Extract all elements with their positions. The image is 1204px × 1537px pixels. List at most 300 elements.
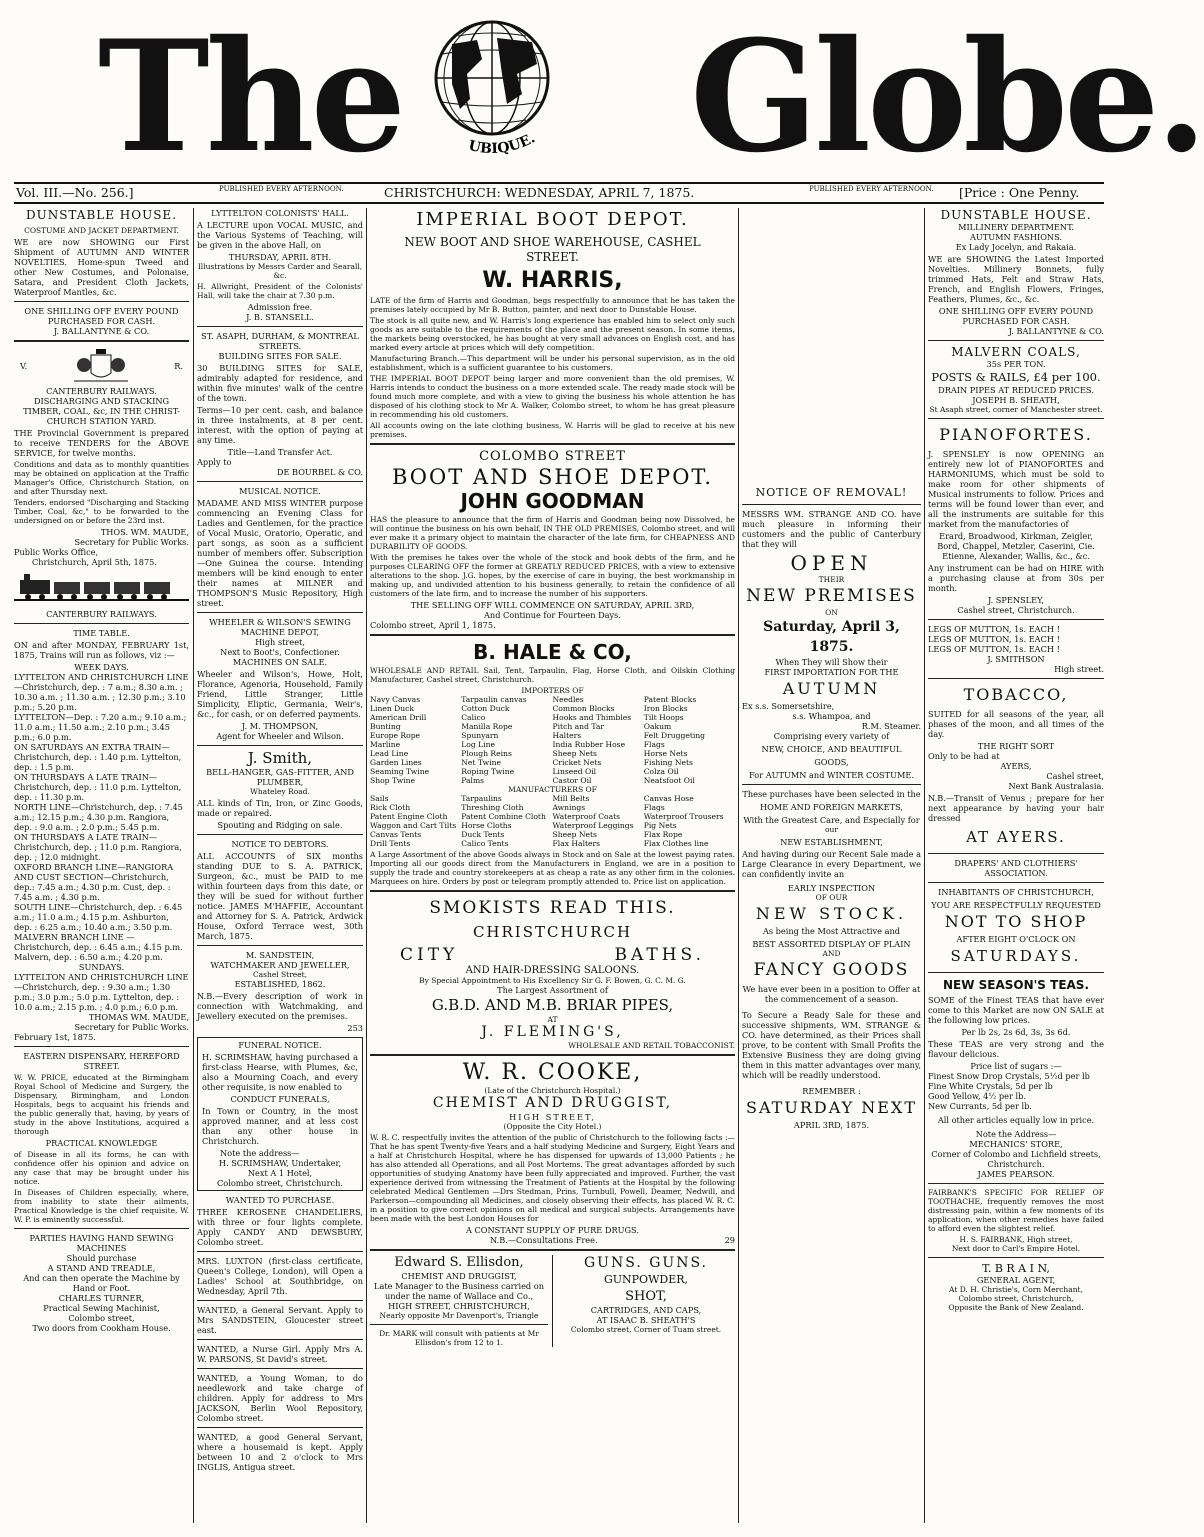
list-item: Castor Oil [552, 776, 592, 785]
ad-date: Saturday, April 3, 1875. [763, 619, 900, 655]
ad-heading: DRAPERS' AND CLOTHIERS' ASSOCIATION. [954, 858, 1078, 878]
crest-letter: V. [20, 361, 28, 371]
ad-body: LATE of the firm of Harris and Goodman, begs respectfully to announce that he has taken the premises lately occupied by Mr B. Button, painter, and next door to Dunstable House. [370, 296, 735, 314]
ad-body: These TEAS are very strong and the flavour delicious. [928, 1039, 1104, 1059]
ad-name: B. HALE & CO, [473, 640, 632, 664]
ad-body: Admission free. [247, 302, 313, 312]
ad-body: under the name of Wallace and Co., [384, 1291, 534, 1301]
manufacturers-table [370, 794, 735, 848]
ad-body: Colombo street, Christchurch, [958, 1294, 1074, 1303]
ad-subheading: SHOT, [625, 1289, 667, 1304]
ad-heading: GUNS. GUNS. [584, 1255, 708, 1271]
column-1 [14, 208, 189, 1523]
ad-signature: J. SPENSLEY, [987, 595, 1045, 605]
ad-body: The stock is all quite new, and W. Harris's long experience has enabled him to select only such goods as are suitable to the requirements of the place and the present season. In some items, the markets being overstocked, he has bought at very small advances on English cost, and has marked every article at prices which will defy competition. [370, 316, 735, 352]
ad-subheading: COSTUME AND JACKET DEPARTMENT. [24, 226, 179, 235]
ad-body: Next to Boot's, Confectioner. [220, 647, 340, 657]
ad-signature: Cashel street, [1046, 771, 1104, 781]
ad-heading: LYTTELTON COLONISTS' HALL. [211, 208, 349, 218]
ad-body: Price list of sugars :— [970, 1061, 1062, 1071]
list-item: Roping Twine [461, 767, 515, 776]
list-item: Hooks and Thimbles [552, 713, 632, 722]
ad-subheading: CHRISTCHURCH [472, 923, 633, 941]
ad-signature: Colombo street, [68, 1313, 135, 1323]
list-item: Waggon and Cart Tilts [370, 821, 457, 830]
ad-signature: MECHANICS' STORE, [969, 1139, 1063, 1149]
ad-body: N.B.—Transit of Venus ; prepare for her next appearance by having your hair dressed [928, 793, 1104, 823]
ad-signature: Next door to Carl's Empire Hotel. [951, 1244, 1081, 1253]
ad-body: WHOLESALE AND RETAIL Sail, Tent, Tarpaulin, Flag, Horse Cloth, and Oilskin Clothing Manufacturer, Cashel street, Christchurch. [370, 666, 735, 684]
list-item: Pig Nets [643, 821, 677, 830]
ad-body: Note the address— [220, 1148, 300, 1158]
ad-body: Terms—10 per cent. cash, and balance in three instalments, at 8 per cent. interest, with the option of paying at any time. [197, 405, 363, 445]
globe-emblem-icon [422, 14, 562, 174]
ad-body: To Secure a Ready Sale for these and successive shipments, WM. STRANGE & CO. have determined, as their Prices shall prove, to be content with Small Profits the Extensive Business they are doing giving them in this matter advantages over many, which will be readily understood. [742, 1010, 921, 1080]
ad-body: AT ISAAC B. SHEATH'S [596, 1315, 696, 1325]
masthead-title-left: The [98, 7, 403, 187]
list-item: Canvas Tents [370, 830, 422, 839]
timetable-line: LYTTELTON—Dep. : 7.20 a.m.; 9.10 a.m.; 11.0 a.m.; 11.50 a.m.; 2.10 p.m.; 3.45 p.m.; 6.0 p.m. [14, 712, 187, 742]
ad-body: Per lb 2s, 2s 6d, 3s, 3s 6d. [961, 1027, 1071, 1037]
ad-body: THE Provincial Government is prepared to receive TENDERS for the ABOVE SERVICE, for twelve months. [14, 428, 189, 458]
list-item: Flax Clothes line [643, 839, 709, 848]
bottom-ads [370, 1255, 735, 1347]
ad-body: Should purchase [66, 1253, 137, 1263]
timetable-line: NORTH LINE—Christchurch, dep. : 7.45 a.m.; 12.15 p.m.; 4.30 p.m. Rangiora, dep. : 9.0 a.m. ; 2.0 p.m.; 5.45 p.m. [14, 802, 183, 832]
ad-number: 29 [724, 1235, 735, 1245]
importers-table [370, 695, 735, 785]
ad-body: Erard, Broadwood, Kirkman, Zeigler, Bord, Chappel, Metzler, Caserini, Cie. Etienne, Alexander, Wallis, &c., &c. [937, 531, 1095, 561]
ad-body: Apply to [197, 457, 232, 467]
ad-date: THURSDAY, APRIL 8TH. [228, 252, 332, 262]
list-item: Europe Rope [370, 731, 421, 740]
ad-number: 253 [347, 1023, 363, 1033]
ad-name: J. FLEMING'S, [481, 1024, 624, 1040]
ad-subheading: NEW ESTABLISHMENT, [780, 837, 883, 847]
list-item: Calico Tents [461, 839, 509, 848]
ad-heading: NEW PREMISES [746, 586, 917, 606]
ad-body: R.M. Steamer. [861, 721, 921, 731]
timetable-line: ON THURSDAYS A LATE TRAIN—Christchurch, dep. ; 11.0 p.m. Rangiora, dep. ; 12.0 midnight. [14, 832, 182, 862]
list-item: Tarpaulin canvas [461, 695, 527, 704]
ad-subheading: THE RIGHT SORT [977, 741, 1055, 751]
ad-date: Colombo street, April 1, 1875. [370, 620, 496, 630]
ad-body: Finest Snow Drop Crystals, 5½d per lb [928, 1071, 1090, 1081]
list-item: Patent Engine Cloth [370, 812, 448, 821]
ad-body: WANTED, a good General Servant, where a housemaid is kept. Apply between 10 and 2 o'clock to Mrs INGLIS, Antigua street. [197, 1432, 363, 1472]
ad-body: ON and after MONDAY, FEBRUARY 1st, 1875, Trains will run as follows, viz :— [14, 640, 189, 660]
list-item: Flags [643, 740, 665, 749]
ad-signature: J. BALLANTYNE & CO. [1008, 326, 1104, 336]
list-item: Garden Lines [370, 758, 422, 767]
ad-body: The Largest Assortment of [497, 985, 608, 995]
column-rule [738, 208, 739, 1523]
svg-text:UBIQUE.: UBIQUE. [466, 130, 538, 158]
ad-heading: G.B.D. AND M.B. BRIAR PIPES, [431, 996, 674, 1014]
ad-signature: High street. [1054, 664, 1104, 674]
ad-body: THE IMPERIAL BOOT DEPOT being larger and more convenient than the old premises, W. Harris intends to conduct the business on a more extended scale. The ready made stock will be found much more complete, and with a view to giving the business his whole attention he has disposed of his clothing stock to Mr A. Walker, Colombo street, to whom he has great pleasure in recommending his old customers. [370, 374, 735, 419]
ad-body: SOME of the Finest TEAS that have ever come to this Market are now ON SALE at the following low prices. [928, 995, 1104, 1025]
ad-body: When They will Show their [775, 657, 888, 667]
list-item: Common Blocks [552, 704, 615, 713]
ad-signature: JOSEPH B. SHEATH, [972, 395, 1060, 405]
ad-body: Illustrations by Messrs Carder and Searall, &c. [197, 262, 363, 280]
ad-heading: NOT TO SHOP [944, 912, 1088, 931]
ad-subheading: YOU ARE RESPECTFULLY REQUESTED [931, 900, 1101, 910]
ad-heading: NOTICE TO DEBTORS. [231, 839, 329, 849]
guns-ad [553, 1255, 735, 1347]
list-item: Horse Nets [643, 749, 688, 758]
ad-body: Comprising every variety of [773, 731, 890, 741]
ad-body: And having during our Recent Sale made a Large Clearance in every Department, we can confidently invite an [742, 849, 921, 879]
ad-signature: Next Bank Australasia. [1008, 781, 1104, 791]
list-item: Waterproof Leggings [552, 821, 634, 830]
list-item: Cotton Duck [461, 704, 510, 713]
table-column [553, 794, 644, 848]
list-item: Manilla Rope [461, 722, 513, 731]
list-item: Flax Rope [643, 830, 683, 839]
ad-body: OF OUR [815, 893, 848, 902]
table-column [370, 794, 461, 848]
ad-subheading: EARLY INSPECTION [787, 883, 876, 893]
ad-body: THEIR [818, 575, 845, 584]
ad-subheading: MANUFACTURERS OF [508, 785, 597, 794]
ad-body: LEGS OF MUTTON, 1s. EACH ! [928, 624, 1060, 634]
ad-signature: Practical Sewing Machinist, [43, 1303, 160, 1313]
list-item: Navy Canvas [370, 695, 421, 704]
ad-body: In Town or Country, in the most approved manner, and at less cost than any other house in Christchurch. [202, 1106, 358, 1146]
ellisdon-ad [370, 1255, 553, 1347]
ad-body: MESSRS WM. STRANGE AND CO. have much pleasure in informing their customers and the public of Canterbury that they will [742, 509, 921, 549]
timetable-line: LYTTELTON AND CHRISTCHURCH LINE—Christchurch, dep. : 7 a.m.; 8.30 a.m. ; 10.30 a.m. ; 11.30 a.m. ; 12.30 p.m.; 3.10 p.m.; 5.20 p.m. [14, 672, 189, 712]
ad-subheading: MILLINERY DEPARTMENT. [958, 222, 1074, 232]
dateline [14, 182, 1104, 204]
ad-heading: AUTUMN [782, 679, 881, 698]
list-item: Marline [370, 740, 401, 749]
list-item: Needles [552, 695, 584, 704]
ad-body: Wheeler and Wilson's, Howe, Holt, Florance, Agenoria, Household, Family Friend, Little Stranger, Little Simplicity, Eliptic, Germania, Weir's, &c., for cash, or on deferred payments. [197, 669, 363, 719]
ad-heading: NEW SEASON'S TEAS. [942, 978, 1090, 992]
list-item: Threshing Cloth [461, 803, 524, 812]
ad-body: Colombo street, Corner of Tuam street. [570, 1325, 722, 1334]
ad-name: W. R. COOKE, [462, 1060, 643, 1085]
ad-signature: H. S. FAIRBANK, High street, [959, 1235, 1073, 1244]
ad-heading: WATCHMAKER AND JEWELLER, [210, 960, 350, 970]
published-right: PUBLISHED EVERY AFTERNOON. [809, 185, 934, 193]
ad-body: Manufacturing Branch.—This department will be under his personal supervision, as in the old establishment, which is a sufficient guarantee to his customers. [370, 354, 735, 372]
ad-signature: J. B. STANSELL. [246, 312, 314, 322]
ad-heading: OPEN [790, 551, 873, 575]
ad-body: All accounts owing on the late clothing business, W. Harris will be glad to receive at his new premises. [370, 421, 735, 439]
ad-heading: J. Smith, [247, 749, 313, 767]
ad-body: WANTED, a General Servant. Apply to Mrs SANDSTEIN, Gloucester street east. [197, 1305, 363, 1335]
ad-signature: Corner of Colombo and Lichfield streets, [931, 1149, 1101, 1159]
ad-heading: ST. ASAPH, DURHAM, & MONTREAL STREETS. [201, 331, 359, 351]
ad-heading: WHEELER & WILSON'S SEWING MACHINE DEPOT, [209, 617, 351, 637]
ad-subheading: BOOT AND SHOE DEPOT. [391, 465, 714, 489]
ad-signature: Secretary for Public Works. [74, 537, 189, 547]
ad-body: 30 BUILDING SITES for SALE, admirably adapted for residence, and within five minutes' walk of the centre of the town. [197, 363, 363, 403]
ad-heading: FUNERAL NOTICE. [238, 1040, 322, 1050]
ad-body: THREE KEROSENE CHANDELIERS, with three or four lights complete. Apply CANDY AND DEWSBURY, Colombo street. [197, 1207, 363, 1247]
ad-body: W. R. C. respectfully invites the attention of the public of Christchurch to the following facts :—That he has spent Twenty-five Years and a half studying Medicine and Surgery, Eight Years and a half at Christchurch Hospital, where he has dispensed for upwards of 13,000 Patients ; he has also attended all Operations, and all Post Mortems. The great advantages afforded by such opportunities of studying Anatomy have been fully appreciated and improved. Further, the vast experience derived from witnessing the Treatment of Patients at the Hospital by the following celebrated Medical Gentlemen —Drs Stedman, Prins, Turnbull, Powell, Deamer, Nedwill, and Parkerson—compounding all Medicines, and closely observing their effects, has placed W. R. C. in a position to give correct opinions on all medical and surgical subjects. Arrangements have been made with the best London Houses for [370, 1133, 735, 1223]
ad-heading: MALVERN COALS, [951, 345, 1081, 359]
list-item: Seaming Twine [370, 767, 430, 776]
ad-body: High street, [255, 637, 305, 647]
ad-body: WANTED, a Young Woman, to do needlework and take charge of children. Apply for address to Mrs JACKSON, Berlin Wool Repository, Colombo street. [197, 1373, 363, 1423]
ad-body: A Large Assortment of the above Goods always in Stock and on Sale at the lowest paying rates. Importing all our goods direct from the Manufacturers in England, we are in a position to supply the trade and country storekeepers at as cheap a rate as any other firm in the colonies. Marquees on hire. Orders by post or telegram promptly attended to. Price list on application. [370, 850, 735, 886]
timetable-line: OXFORD BRANCH LINE—RANGIORA AND CUST SECTION—Christchurch, dep.: 7.45 a.m.; 4.30 p.m. Cust, dep. : 7.45 a.m. ; 4.30 p.m. [14, 862, 174, 902]
ad-body: Title—Land Transfer Act. [227, 447, 333, 457]
table-column [553, 695, 644, 785]
ad-date: APRIL 3RD, 1875. [793, 1120, 870, 1130]
ad-signature: Christchurch. [987, 1159, 1045, 1169]
ad-body: All other articles equally low in price. [937, 1115, 1095, 1125]
ad-body: Opposite the Bank of New Zealand. [948, 1303, 1084, 1312]
list-item: Patent Blocks [643, 695, 697, 704]
list-item: Linen Duck [370, 704, 414, 713]
list-item: American Drill [370, 713, 427, 722]
ad-heading: MUSICAL NOTICE. [239, 486, 321, 496]
ad-signature: Agent for Wheeler and Wilson. [216, 731, 344, 741]
list-item: Duck Tents [461, 830, 505, 839]
ad-body: Nearly opposite Mr Davenport's, Triangle [379, 1311, 539, 1320]
ad-signature: DE BOURBEL & CO. [276, 467, 363, 477]
ad-subheading: IMPORTERS OF [521, 686, 584, 695]
ad-subheading: TIME TABLE. [73, 628, 130, 638]
list-item: Drill Tents [370, 839, 411, 848]
ad-heading: PIANOFORTES. [939, 425, 1093, 444]
list-item: Calico [461, 713, 486, 722]
list-item: Tilt Hoops [643, 713, 684, 722]
ad-subheading: REMEMBER : [802, 1086, 861, 1096]
ad-signature: J. M. THOMPSON, [241, 721, 319, 731]
list-item: Iron Blocks [643, 704, 688, 713]
ad-signature: Next A 1 Hotel, [247, 1168, 313, 1178]
timetable-line: LYTTELTON AND CHRISTCHURCH LINE—Christchurch, dep. : 9.30 a.m.; 1.30 p.m.; 3.0 p.m.; 5.0 p.m. Lyttelton, dep. : 10.0 a.m.; 2.15 p.m. ; 4.0 p.m.; 6.0 p.m. [14, 972, 189, 1012]
ad-heading: SATURDAY NEXT [746, 1098, 917, 1117]
list-item: Horse Cloths [461, 821, 512, 830]
ad-body: In Diseases of Children especially, where, from inability to state their ailments, Practical Knowledge is the chief requisite, W. W. P. is eminently successful. [14, 1188, 189, 1224]
ad-body: Cashel Street, [252, 970, 308, 979]
ad-signature: M. SANDSTEIN, [245, 950, 315, 960]
ad-subheading: INHABITANTS OF CHRISTCHURCH, [938, 887, 1094, 897]
ad-subheading: A CONSTANT SUPPLY OF PURE DRUGS. [466, 1225, 639, 1235]
ad-body: A LECTURE upon VOCAL MUSIC, and the Various Systems of Teaching, will be given in the above Hall, on [197, 220, 363, 250]
ad-body: Ex Lady Jocelyn, and Rakaia. [955, 242, 1077, 252]
ad-body: At D. H. Christie's, Corn Merchant, [949, 1285, 1083, 1294]
volume-number: Vol. III.—No. 256.] [16, 185, 134, 200]
timetable-line: SOUTH LINE—Christchurch, dep. : 6.45 a.m.; 11.0 a.m.; 4.15 p.m. Ashburton, dep. : 6.25 a.m.; 10.40 a.m.; 3.50 p.m. [14, 902, 183, 932]
ad-heading: TOBACCO, [963, 685, 1069, 704]
ad-subheading: CONDUCT FUNERALS, [230, 1094, 330, 1104]
funeral-notice-box [197, 1037, 363, 1191]
ad-signature: THOS. WM. MAUDE, [100, 527, 189, 537]
ad-subheading: PRACTICAL KNOWLEDGE [45, 1138, 158, 1148]
ad-body: (Opposite the City Hotel.) [503, 1122, 602, 1131]
list-item: Oakum [643, 722, 672, 731]
ad-name: JOHN GOODMAN [460, 489, 645, 513]
ad-body: As being the Most Attractive and [762, 926, 901, 936]
ad-signature: Two doors from Cookham House. [32, 1323, 171, 1333]
timetable-line: ON THURSDAYS A LATE TRAIN—Christchurch, dep. : 11.0 p.m. Lyttelton, dep. : 11.30 p.m. [14, 772, 182, 802]
masthead-title-right: Globe. [690, 7, 1204, 187]
column-4 [742, 486, 921, 1523]
ad-body: WE are now SHOWING our First Shipment of AUTUMN AND WINTER NOVELTIES. Home-spun Tweed and other New Costumes, and Polonaise, Satara, and President Cloth Jackets, Waterproof Mantles, &c. [14, 237, 189, 297]
column-5 [928, 208, 1104, 1523]
ad-body: Conditions and data as to monthly quantities may be obtained on application at the Traffic Manager's Office, Christchurch Station, on and after Thursday next. [14, 460, 189, 496]
list-item: Spunyarn [461, 731, 499, 740]
ad-body: H. Allwright, President of the Colonists' Hall, will take the chair at 7.30 p.m. [197, 282, 363, 300]
ad-body: ALL ACCOUNTS of SIX months standing DUE to S. A. PATRICK, Surgeon, &c., must be PAID to me within fourteen days from this date, or they will be sued for without further notice. JAMES M'HAFFIE, Accountant and Attorney for S. A. Patrick, Ardwick House, Oxford Terrace west, 30th March, 1875. [197, 851, 363, 941]
ad-body: our [825, 825, 838, 834]
ad-body: Whateley Road. [250, 787, 310, 796]
list-item: Plough Reins [461, 749, 512, 758]
ad-subheading: GOODS, [814, 757, 849, 767]
ad-body: FAIRBANK'S SPECIFIC FOR RELIEF OF TOOTHACHE, frequently removes the most distressing pain, within a few moments of its application, when other remedies have failed to afford even the slightest relief. [928, 1188, 1104, 1233]
ad-body: W. W. PRICE, educated at the Birmingham Royal School of Medicine and Surgery, the Dispensary, Birmingham, and London Hospitals, begs to acquaint his friends and the public generally that, having, by years of study in the above Institutions, acquired a thorough [14, 1073, 189, 1136]
ad-subheading: MACHINES ON SALE. [232, 657, 328, 667]
timetable-line: ON SATURDAYS AN EXTRA TRAIN—Christchurch, dep. : 1.40 p.m. Lyttelton, dep. : 1.5 p.m. [14, 742, 182, 772]
ad-heading: DUNSTABLE HOUSE. [25, 208, 178, 222]
ad-body: Dr. MARK will consult with patients at Mr Ellisdon's from 12 to 1. [379, 1329, 539, 1347]
list-item: Sheep Nets [552, 830, 597, 839]
list-item: India Rubber Hose [552, 740, 626, 749]
ad-body: St Asaph street, corner of Manchester street. [929, 405, 1103, 414]
ad-body: WHOLESALE AND RETAIL TOBACCONIST. [568, 1041, 735, 1050]
list-item: Patent Combine Cloth [461, 812, 546, 821]
ad-place: Public Works Office, [14, 547, 99, 557]
ad-heading: DUNSTABLE HOUSE. [940, 208, 1092, 222]
ad-body: CARTRIDGES, AND CAPS, [590, 1305, 702, 1315]
ad-body: AFTER EIGHT O'CLOCK ON [956, 934, 1076, 944]
ad-signature: Cashel street, Christchurch. [957, 605, 1075, 615]
list-item: Sails [370, 794, 389, 803]
ad-date: Christchurch, April 5th, 1875. [32, 557, 157, 567]
list-item: Tarpaulins [461, 794, 502, 803]
ad-body: SUITED for all seasons of the year, all phases of the moon, and all times of the day. [928, 709, 1104, 739]
ad-heading: CHEMIST AND DRUGGIST, [432, 1095, 673, 1111]
list-item: Cricket Nets [552, 758, 602, 767]
ad-body: N.B.—Consultations Free. [490, 1235, 598, 1245]
list-item: Canvas Hose [643, 794, 694, 803]
ad-subheading: DISCHARGING AND STACKING TIMBER, COAL, &c, IN THE CHRIST-CHURCH STATION YARD. [23, 396, 180, 426]
ad-body: A STAND AND TREADLE, [47, 1263, 156, 1273]
ad-subheading: DRAIN PIPES AT REDUCED PRICES. [938, 385, 1094, 395]
ad-subheading: BATHS. [614, 945, 705, 965]
ad-body: ALL kinds of Tin, Iron, or Zinc Goods, made or repaired. [197, 798, 363, 818]
list-item: Neatsfoot Oil [643, 776, 695, 785]
ad-body: New Currants, 5d per lb. [928, 1101, 1032, 1111]
ad-body: of Disease in all its forms, he can with confidence offer his opinion and advice on any case that may be brought under his notice. [14, 1150, 189, 1186]
ad-body: Note the Address— [975, 1129, 1057, 1139]
ad-body: With the Greatest Care, and Especially for [743, 815, 920, 825]
ad-subheading: BELL-HANGER, GAS-FITTER, AND PLUMBER, [206, 767, 354, 787]
list-item: Shop Twine [370, 776, 416, 785]
ad-subheading: SUNDAYS. [78, 962, 125, 972]
ad-subheading: WEEK DAYS. [74, 662, 129, 672]
ad-subheading: GUNPOWDER, [603, 1273, 689, 1286]
list-item: Rick Cloth [370, 803, 411, 812]
ad-subheading: HIGH STREET, [509, 1112, 596, 1122]
ad-subheading: BUILDING SITES FOR SALE. [218, 351, 342, 361]
list-item: Waterproof Coats [552, 812, 621, 821]
ad-heading: EASTERN DISPENSARY, HEREFORD STREET. [23, 1051, 180, 1071]
list-item: Mill Belts [552, 794, 590, 803]
ad-signature: J. BALLANTYNE & CO. [53, 326, 150, 336]
table-column [461, 794, 552, 848]
list-item: Bunting [370, 722, 401, 731]
ad-subheading: CITY [400, 945, 459, 965]
column-2 [197, 208, 363, 1523]
ad-subheading: CHEMIST AND DRUGGIST, [401, 1271, 517, 1281]
ad-body: Tenders, endorsed "Discharging and Stacking Timber, Coal, &c," to be forwarded to the undersigned on or before the 23rd inst. [14, 498, 189, 525]
list-item: Felt Druggeting [643, 731, 706, 740]
list-item: Sheep Nets [552, 749, 597, 758]
ad-offer: ONE SHILLING OFF EVERY POUND [938, 306, 1094, 316]
list-item: Pitch and Tar [552, 722, 604, 731]
ad-heading: CANTERBURY RAILWAYS. [46, 609, 157, 619]
ad-heading: POSTS & RAILS, £4 per 100. [931, 370, 1101, 384]
ad-body: ON [825, 608, 838, 617]
ad-signature: Secretary for Public Works. [74, 1022, 189, 1032]
price: [Price : One Penny. [959, 185, 1080, 200]
ad-subheading: HOME AND FOREIGN MARKETS, [759, 802, 904, 812]
column-rule [924, 208, 925, 1523]
column-3 [370, 208, 735, 1523]
list-item: Log Line [461, 740, 495, 749]
city-baths-line [370, 944, 735, 966]
ad-body: WANTED, a Nurse Girl. Apply Mrs A. W. PARSONS, St David's street. [197, 1344, 363, 1364]
ad-signature: AYERS, [1000, 761, 1032, 771]
table-column [461, 695, 552, 785]
royal-coat-of-arms-icon [66, 347, 136, 385]
ad-body: Any instrument can be had on HIRE with a purchasing clause at from 30s per month. [928, 563, 1104, 593]
ad-body: LEGS OF MUTTON, 1s. EACH ! [928, 634, 1060, 644]
column-rule [193, 208, 194, 1523]
ad-signature: JAMES PEARSON. [977, 1169, 1055, 1179]
list-item: Flax Halters [552, 839, 601, 848]
ad-name: W. HARRIS, [482, 268, 623, 293]
ad-body: ESTABLISHED, 1862. [234, 979, 326, 989]
ad-body: Hand or Foot. [72, 1283, 131, 1293]
ad-body: MADAME AND MISS WINTER purpose commencing an Evening Class for Ladies and Gentlemen, for the practice of Vocal Music, Oratorio, Operatic, and part songs, as soon as a sufficient number of members offer. Subscription—One Guinea the course. Intending members will be kind enough to enter their names at MILNER and THOMPSON'S Music Repository, High street. [197, 498, 363, 608]
ad-body: We have ever been in a position to Offer at the commencement of a season. [742, 984, 921, 1004]
ad-heading: PARTIES HAVING HAND SEWING MACHINES [29, 1233, 174, 1253]
ad-subheading: NEW BOOT AND SHOE WAREHOUSE, CASHEL STREET. [404, 235, 701, 264]
ad-subheading: BEST ASSORTED DISPLAY OF PLAIN [752, 939, 911, 949]
ad-date: February 1st, 1875. [14, 1032, 96, 1042]
ad-body: FIRST IMPORTATION FOR THE [764, 667, 899, 677]
ad-body: For AUTUMN and WINTER COSTUME. [749, 770, 914, 780]
list-item: Lead Line [370, 749, 409, 758]
table-column [370, 695, 461, 785]
ad-body: s.s. Whampoa, and [792, 711, 871, 721]
ad-body: By Special Appointment to His Excellency Sir G. F. Bowen, G. C. M. G. [419, 976, 686, 985]
ad-body: LEGS OF MUTTON, 1s. EACH ! [928, 644, 1060, 654]
list-item: Colza Oil [643, 767, 679, 776]
ad-footer [370, 1235, 735, 1245]
ad-body: AT [547, 1015, 558, 1024]
ad-body: These purchases have been selected in the [742, 789, 921, 799]
ad-body: And Continue for Fourteen Days. [484, 610, 621, 620]
ad-body: HAS the pleasure to announce that the firm of Harris and Goodman being now Dissolved, he will continue the business on his own behalf, IN THE OLD PREMISES, Colombo street, and will ever make it a primary object to maintain the character of the late firm, for CHEAPNESS AND DURABILITY OF GOODS. [370, 515, 735, 551]
ad-heading: COLOMBO STREET [479, 449, 626, 464]
ad-body: Late Manager to the Business carried on [374, 1281, 544, 1291]
place-date: CHRISTCHURCH: WEDNESDAY, APRIL 7, 1875. [384, 185, 695, 200]
column-rule [366, 208, 367, 1523]
ad-heading: NEW STOCK. [755, 904, 908, 923]
